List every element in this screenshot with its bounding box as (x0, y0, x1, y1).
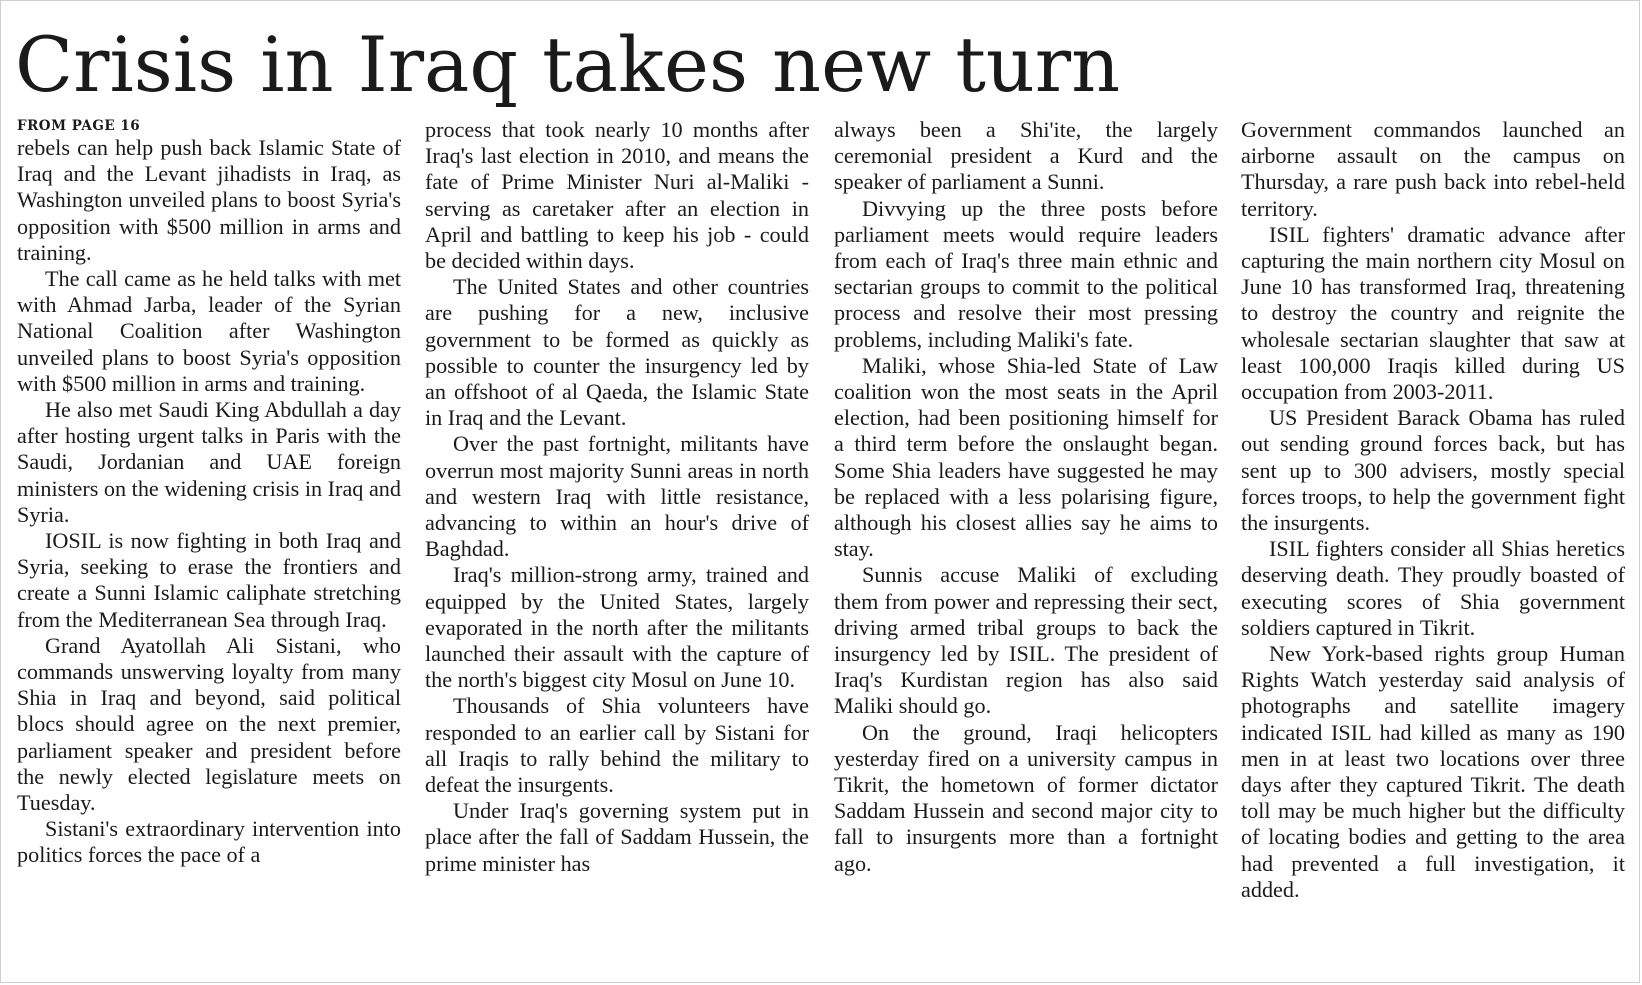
paragraph: On the ground, Iraqi helicopters yesterday fired on a university campus in Tikrit, the hometown of former dictator Saddam Hussein and second major city to fall to insurgents more than a fortnight ago. (834, 719, 1218, 876)
paragraph: always been a Shi'ite, the largely ceremonial president a Kurd and the speaker of parliament a Sunni. (834, 117, 1218, 195)
paragraph: Over the past fortnight, militants have overrun most majority Sunni areas in north and western Iraq with little resistance, advancing to within an hour's drive of Baghdad. (425, 431, 809, 562)
paragraph: Government commandos launched an airborne assault on the campus on Thursday, a rare push back into rebel-held territory. (1241, 117, 1625, 221)
paragraph: Sunnis accuse Maliki of excluding them from power and repressing their sect, driving armed tribal groups to back the insurgency led by ISIL. The president of Iraq's Kurdistan region has also said Maliki should go. (834, 562, 1218, 719)
paragraph: Sistani's extraordinary intervention into politics forces the pace of a (17, 816, 401, 868)
paragraph: He also met Saudi King Abdullah a day after hosting urgent talks in Paris with the Saudi, Jordanian and UAE foreign ministers on the widening crisis in Iraq and Syria. (17, 397, 401, 527)
paragraph: process that took nearly 10 months after Iraq's last election in 2010, and means the fate of Prime Minister Nuri al-Maliki - serving as caretaker after an election in April and battling to keep his job - could be decided within days. (425, 117, 809, 274)
article-body (17, 117, 1633, 977)
paragraph: Under Iraq's governing system put in place after the fall of Saddam Hussein, the prime minister has (425, 798, 809, 876)
paragraph: Grand Ayatollah Ali Sistani, who commands unswerving loyalty from many Shia in Iraq and beyond, said political blocs should agree on the next premier, parliament speaker and president before the newly elected legislature meets on Tuesday. (17, 632, 401, 816)
paragraph: Maliki, whose Shia-led State of Law coalition won the most seats in the April election, had been positioning himself for a third term before the onslaught began. Some Shia leaders have suggested he may be replaced with a less polarising figure, although his closest allies say he aims to stay. (834, 352, 1218, 562)
paragraph: IOSIL is now fighting in both Iraq and Syria, seeking to erase the frontiers and create a Sunni Islamic caliphate stretching from the Mediterranean Sea through Iraq. (17, 528, 401, 632)
paragraph: Iraq's million-strong army, trained and equipped by the United States, largely evaporated in the north after the militants launched their assault with the capture of the north's biggest city Mosul on June 10. (425, 562, 809, 693)
column-4 (1241, 117, 1625, 977)
paragraph: rebels can help push back Islamic State of Iraq and the Levant jihadists in Iraq, as Washington unveiled plans to boost Syria's opposition with $500 million in arms and training. (17, 135, 401, 265)
paragraph: US President Barack Obama has ruled out sending ground forces back, but has sent up to 300 advisers, mostly special forces troops, to help the government fight the insurgents. (1241, 405, 1625, 536)
paragraph: New York-based rights group Human Rights Watch yesterday said analysis of photographs and satellite imagery indicated ISIL had killed as many as 190 men in at least two locations over three days after they captured Tikrit. The death toll may be much higher but the difficulty of locating bodies and getting to the area had prevented a full investigation, it added. (1241, 641, 1625, 902)
headline: Crisis in Iraq takes new turn (15, 20, 1121, 109)
paragraph: ISIL fighters' dramatic advance after capturing the main northern city Mosul on June 10 has transformed Iraq, threatening to destroy the country and reignite the wholesale sectarian slaughter that saw at least 100,000 Iraqis killed during US occupation from 2003-2011. (1241, 221, 1625, 405)
column-3 (834, 117, 1218, 977)
jump-line: FROM PAGE 16 (17, 118, 141, 134)
paragraph: Thousands of Shia volunteers have responded to an earlier call by Sistani for all Iraqis to rally behind the military to defeat the insurgents. (425, 693, 809, 798)
column-1 (17, 117, 401, 977)
column-2 (425, 117, 809, 977)
paragraph: The United States and other countries are pushing for a new, inclusive government to be formed as quickly as possible to counter the insurgency led by an offshoot of al Qaeda, the Islamic State in Iraq and the Levant. (425, 274, 809, 431)
paragraph: ISIL fighters consider all Shias heretics deserving death. They proudly boasted of executing scores of Shia government soldiers captured in Tikrit. (1241, 536, 1625, 640)
paragraph: The call came as he held talks with met with Ahmad Jarba, leader of the Syrian National Coalition after Washington unveiled plans to boost Syria's opposition with $500 million in arms and training. (17, 266, 401, 396)
paragraph: Divvying up the three posts before parliament meets would require leaders from each of Iraq's three main ethnic and sectarian groups to commit to the political process and resolve their most pressing problems, including Maliki's fate. (834, 195, 1218, 352)
